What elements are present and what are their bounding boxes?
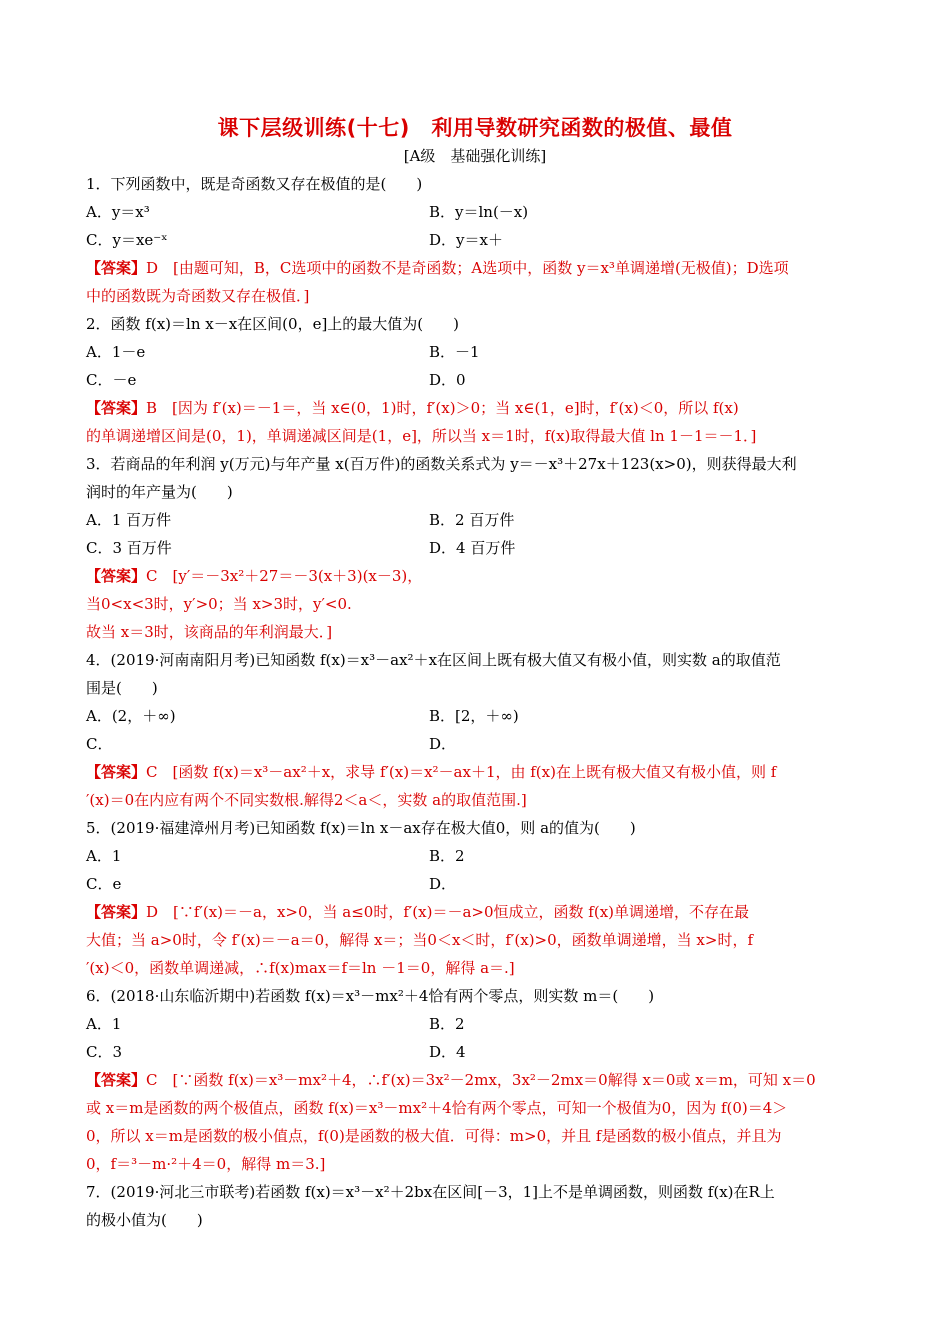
answer-text: 大值；当 a>0时，令 f′(x)＝－a＝0，解得 x＝；当0＜x＜时，f′(x)>0，函数单调递增，当 x>时，f (86, 931, 754, 949)
question-stem: 围是( ) (86, 679, 158, 697)
option: A．(2，＋∞) (86, 707, 176, 725)
answer-line (86, 926, 866, 954)
option: A．1 (86, 1015, 122, 1033)
answer-line (86, 758, 866, 786)
option-row (86, 534, 866, 562)
option: C．3 (86, 1043, 123, 1061)
answer-tag: 【答案】 (86, 399, 147, 417)
option: B．y＝ln(－x) (429, 203, 529, 221)
answer-line (86, 1094, 866, 1122)
question-stem: 2．函数 f(x)＝ln x－x在区间(0，e]上的最大值为( ) (86, 315, 460, 333)
answer-text: 故当 x＝3时，该商品的年利润最大．] (86, 623, 333, 641)
answer-text: 中的函数既为奇函数又存在极值．] (86, 287, 310, 305)
answer-text: B [因为 f′(x)＝－1＝，当 x∈(0，1)时，f′(x)＞0；当 x∈(1，e]时，f′(x)＜0，所以 f(x) (146, 399, 739, 417)
option: A．1 百万件 (86, 511, 172, 529)
answer-line (86, 590, 866, 618)
question-block (86, 170, 866, 310)
question-stem: 4．(2019·河南南阳月考)已知函数 f(x)＝x³－ax²＋x在区间上既有极大值又有极小值，则实数 a的取值范 (86, 651, 781, 669)
option: C．3 百万件 (86, 539, 172, 557)
question-stem: 的极小值为( ) (86, 1211, 203, 1229)
answer-line (86, 562, 866, 590)
answer-text: C [函数 f(x)＝x³－ax²＋x，求导 f′(x)＝x²－ax＋1，由 f(x)在上既有极大值又有极小值，则 f (146, 763, 777, 781)
option: B．－1 (429, 343, 480, 361)
option: D．y＝x＋ (429, 231, 503, 249)
answer-tag: 【答案】 (86, 763, 147, 781)
answer-line (86, 1150, 866, 1178)
answer-tag: 【答案】 (86, 1071, 147, 1089)
answer-line (86, 786, 866, 814)
option-row (86, 366, 866, 394)
answer-line (86, 1122, 866, 1150)
question-stem: 5．(2019·福建漳州月考)已知函数 f(x)＝ln x－ax存在极大值0，则 a的值为( ) (86, 819, 636, 837)
answer-line (86, 254, 866, 282)
option: D．4 百万件 (429, 539, 516, 557)
answer-text: ′(x)＝0在内应有两个不同实数根.解得2＜a＜，实数 a的取值范围.] (86, 791, 527, 809)
answer-text: 0，f＝³－m·²＋4＝0，解得 m＝3.] (86, 1155, 326, 1173)
question-block (86, 1178, 866, 1234)
question-stem: 3．若商品的年利润 y(万元)与年产量 x(百万件)的函数关系式为 y＝－x³＋27x＋123(x>0)，则获得最大利 (86, 455, 797, 473)
option-row (86, 842, 866, 870)
option-row (86, 702, 866, 730)
question-stem: 1．下列函数中，既是奇函数又存在极值的是( ) (86, 175, 423, 193)
answer-text: 0，所以 x＝m是函数的极小值点，f(0)是函数的极大值．可得：m>0，并且 f是函数的极小值点，并且为 (86, 1127, 782, 1145)
question-stem: 7．(2019·河北三市联考)若函数 f(x)＝x³－x²＋2bx在区间[－3，1]上不是单调函数，则函数 f(x)在R上 (86, 1183, 775, 1201)
answer-line (86, 1066, 866, 1094)
answer-line (86, 618, 866, 646)
answer-line (86, 422, 866, 450)
option-row (86, 870, 866, 898)
option: A．1－e (86, 343, 146, 361)
question-block (86, 450, 866, 646)
answer-line (86, 282, 866, 310)
question-stem: 润时的年产量为( ) (86, 483, 233, 501)
answer-text: C [∵函数 f(x)＝x³－mx²＋4，∴f′(x)＝3x²－2mx，3x²－2mx＝0解得 x＝0或 x＝m，可知 x＝0 (146, 1071, 816, 1089)
answer-text: 的单调递增区间是(0，1)，单调递减区间是(1，e]，所以当 x＝1时，f(x)取得最大值 ln 1－1＝－1．] (86, 427, 757, 445)
answer-line (86, 898, 866, 926)
answer-text: ′(x)＜0，函数单调递减，∴f(x)max＝f＝ln －1＝0，解得 a＝.] (86, 959, 515, 977)
option: C． (86, 735, 113, 753)
answer-line (86, 394, 866, 422)
option: A．1 (86, 847, 122, 865)
option: D．4 (429, 1043, 466, 1061)
question-block (86, 814, 866, 982)
option: B．2 (429, 847, 465, 865)
answer-text: 当0<x<3时，y′>0；当 x>3时，y′<0. (86, 595, 352, 613)
question-block (86, 310, 866, 450)
option: B．2 百万件 (429, 511, 515, 529)
option: C．－e (86, 371, 137, 389)
option: D． (429, 735, 457, 753)
answer-text: D [由题可知，B，C选项中的函数不是奇函数；A选项中，函数 y＝x³单调递增(无极值)；D选项 (146, 259, 789, 277)
option: B．2 (429, 1015, 465, 1033)
question-block (86, 982, 866, 1178)
answer-text: D [∵f′(x)＝－a，x>0，当 a≤0时，f′(x)＝－a>0恒成立，函数 f(x)单调递增，不存在最 (146, 903, 750, 921)
option-row (86, 198, 866, 226)
option: A．y＝x³ (86, 203, 150, 221)
answer-text: 或 x＝m是函数的两个极值点，函数 f(x)＝x³－mx²＋4恰有两个零点，可知一个极值为0，因为 f(0)＝4＞ (86, 1099, 788, 1117)
page-title: 课下层级训练(十七) 利用导数研究函数的极值、最值 (217, 116, 733, 140)
option-row (86, 506, 866, 534)
option-row (86, 1038, 866, 1066)
option: B．[2，＋∞) (429, 707, 519, 725)
option-row (86, 226, 866, 254)
option-row (86, 1010, 866, 1038)
answer-tag: 【答案】 (86, 567, 147, 585)
option: C．e (86, 875, 122, 893)
answer-tag: 【答案】 (86, 259, 147, 277)
question-stem: 6．(2018·山东临沂期中)若函数 f(x)＝x³－mx²＋4恰有两个零点，则实数 m＝( ) (86, 987, 655, 1005)
option-row (86, 338, 866, 366)
answer-text: C [y′＝－3x²＋27＝－3(x＋3)(x－3)， (146, 567, 423, 585)
section-subtitle: [A级 基础强化训练] (403, 147, 547, 165)
option-row (86, 730, 866, 758)
option: D．0 (429, 371, 466, 389)
question-list (86, 170, 866, 1234)
option: D． (429, 875, 457, 893)
option: C．y＝xe⁻ˣ (86, 231, 168, 249)
question-block (86, 646, 866, 814)
answer-line (86, 954, 866, 982)
answer-tag: 【答案】 (86, 903, 147, 921)
